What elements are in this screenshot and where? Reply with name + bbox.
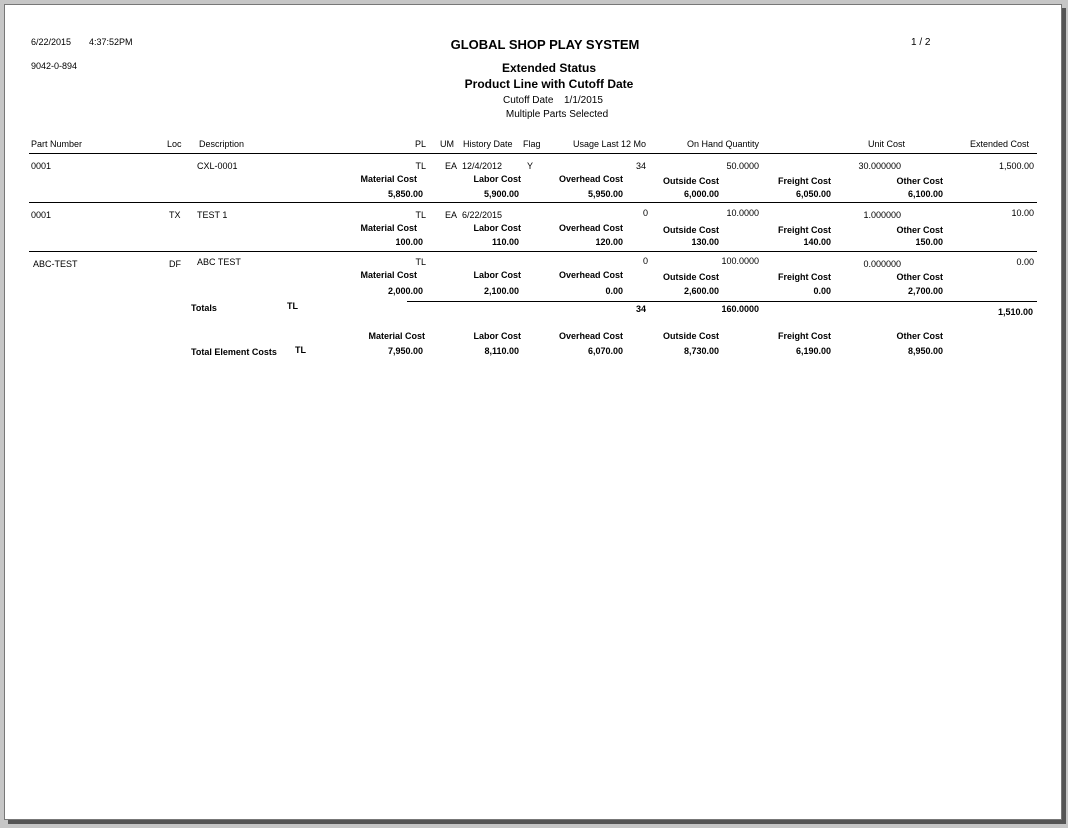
outside-cost-label: Outside Cost — [662, 331, 719, 341]
total-overhead-cost: 6,070.00 — [587, 346, 623, 356]
material-cost: 100.00 — [395, 237, 423, 247]
col-on-hand: On Hand Quantity — [686, 139, 759, 149]
report-time: 4:37:52PM — [89, 37, 133, 47]
col-flag: Flag — [523, 139, 541, 149]
outside-cost-label: Outside Cost — [662, 272, 719, 282]
outside-cost: 2,600.00 — [683, 286, 719, 296]
part-number: 0001 — [31, 210, 52, 220]
freight-cost: 6,050.00 — [795, 189, 831, 199]
freight-cost-label: Freight Cost — [778, 225, 831, 235]
usage: 0 — [642, 208, 648, 218]
freight-cost-label: Freight Cost — [778, 331, 831, 341]
extended-cost: 10.00 — [1011, 208, 1034, 218]
outside-cost: 130.00 — [691, 237, 719, 247]
material-cost: 5,850.00 — [387, 189, 423, 199]
totals-on-hand: 160.0000 — [721, 304, 759, 314]
page-number: 1 / 2 — [911, 37, 931, 48]
freight-cost-label: Freight Cost — [778, 176, 831, 186]
on-hand: 50.0000 — [726, 161, 759, 171]
total-other-cost: 8,950.00 — [907, 346, 943, 356]
overhead-cost-label: Overhead Cost — [558, 223, 623, 233]
totals-divider — [407, 301, 1037, 302]
labor-cost-label: Labor Cost — [473, 270, 521, 280]
col-usage: Usage Last 12 Mo — [572, 139, 646, 149]
total-outside-cost: 8,730.00 — [683, 346, 719, 356]
outside-cost: 6,000.00 — [683, 189, 719, 199]
history-date: 12/4/2012 — [462, 161, 503, 171]
col-history-date: History Date — [463, 139, 513, 149]
selection-note: Multiple Parts Selected — [505, 109, 609, 120]
totals-extended-cost: 1,510.00 — [997, 307, 1033, 317]
labor-cost-label: Labor Cost — [473, 174, 521, 184]
on-hand: 100.0000 — [721, 256, 759, 266]
totals-pl: TL — [287, 301, 298, 311]
part-number: 0001 — [31, 161, 52, 171]
totals-label: Totals — [191, 303, 217, 313]
col-part-number: Part Number — [31, 139, 83, 149]
report-title: Extended Status — [501, 61, 597, 75]
other-cost: 6,100.00 — [907, 189, 943, 199]
material-cost: 2,000.00 — [387, 286, 423, 296]
um: EA — [445, 161, 458, 171]
header-divider — [29, 153, 1037, 154]
cutoff-date: 1/1/2015 — [564, 95, 603, 106]
freight-cost: 0.00 — [813, 286, 831, 296]
on-hand: 10.0000 — [726, 208, 759, 218]
col-um: UM — [440, 139, 454, 149]
material-cost-label: Material Cost — [368, 331, 425, 341]
description: CXL-0001 — [197, 161, 238, 171]
other-cost: 150.00 — [915, 237, 943, 247]
element-totals-pl: TL — [295, 345, 306, 355]
flag: Y — [527, 161, 534, 171]
overhead-cost-label: Overhead Cost — [558, 174, 623, 184]
extended-cost: 0.00 — [1016, 257, 1034, 267]
other-cost-label: Other Cost — [896, 331, 943, 341]
freight-cost-label: Freight Cost — [778, 272, 831, 282]
freight-cost: 140.00 — [803, 237, 831, 247]
company-name: GLOBAL SHOP PLAY SYSTEM — [450, 37, 640, 52]
col-extended-cost: Extended Cost — [969, 139, 1029, 149]
um: EA — [445, 210, 458, 220]
outside-cost-label: Outside Cost — [662, 176, 719, 186]
pl: TL — [415, 257, 426, 267]
material-cost-label: Material Cost — [360, 223, 417, 233]
unit-cost: 1.000000 — [863, 210, 901, 220]
labor-cost-label: Labor Cost — [473, 223, 521, 233]
report-code: 9042-0-894 — [31, 61, 78, 71]
total-labor-cost: 8,110.00 — [484, 346, 519, 356]
material-cost-label: Material Cost — [360, 270, 417, 280]
col-loc: Loc — [167, 139, 182, 149]
cutoff-label: Cutoff Date — [503, 95, 554, 106]
total-freight-cost: 6,190.00 — [795, 346, 831, 356]
labor-cost: 5,900.00 — [483, 189, 519, 199]
labor-cost: 2,100.00 — [483, 286, 519, 296]
loc: TX — [169, 210, 181, 220]
unit-cost: 30.000000 — [858, 161, 901, 171]
other-cost-label: Other Cost — [896, 176, 943, 186]
part-number: ABC-TEST — [33, 259, 78, 269]
description: TEST 1 — [197, 210, 228, 220]
labor-cost-label: Labor Cost — [473, 331, 521, 341]
history-date: 6/22/2015 — [462, 210, 503, 220]
other-cost-label: Other Cost — [896, 272, 943, 282]
overhead-cost: 120.00 — [595, 237, 623, 247]
element-totals-label: Total Element Costs — [191, 347, 277, 357]
overhead-cost-label: Overhead Cost — [558, 270, 623, 280]
loc: DF — [169, 259, 181, 269]
overhead-cost: 5,950.00 — [587, 189, 623, 199]
description: ABC TEST — [197, 257, 241, 267]
extended-cost: 1,500.00 — [998, 161, 1034, 171]
col-description: Description — [199, 139, 245, 149]
pl: TL — [415, 161, 426, 171]
outside-cost-label: Outside Cost — [662, 225, 719, 235]
totals-usage: 34 — [635, 304, 646, 314]
total-material-cost: 7,950.00 — [387, 346, 423, 356]
usage: 34 — [635, 161, 646, 171]
other-cost: 2,700.00 — [907, 286, 943, 296]
col-unit-cost: Unit Cost — [867, 139, 905, 149]
overhead-cost-label: Overhead Cost — [558, 331, 623, 341]
row-divider — [29, 251, 1037, 252]
labor-cost: 110.00 — [491, 237, 519, 247]
usage: 0 — [642, 256, 648, 266]
unit-cost: 0.000000 — [863, 259, 901, 269]
overhead-cost: 0.00 — [605, 286, 623, 296]
pl: TL — [415, 210, 426, 220]
row-divider — [29, 202, 1037, 203]
report-page — [4, 4, 1062, 820]
material-cost-label: Material Cost — [360, 174, 417, 184]
other-cost-label: Other Cost — [896, 225, 943, 235]
report-subtitle: Product Line with Cutoff Date — [464, 77, 634, 91]
col-pl: PL — [414, 139, 426, 149]
report-date: 6/22/2015 — [31, 37, 72, 47]
